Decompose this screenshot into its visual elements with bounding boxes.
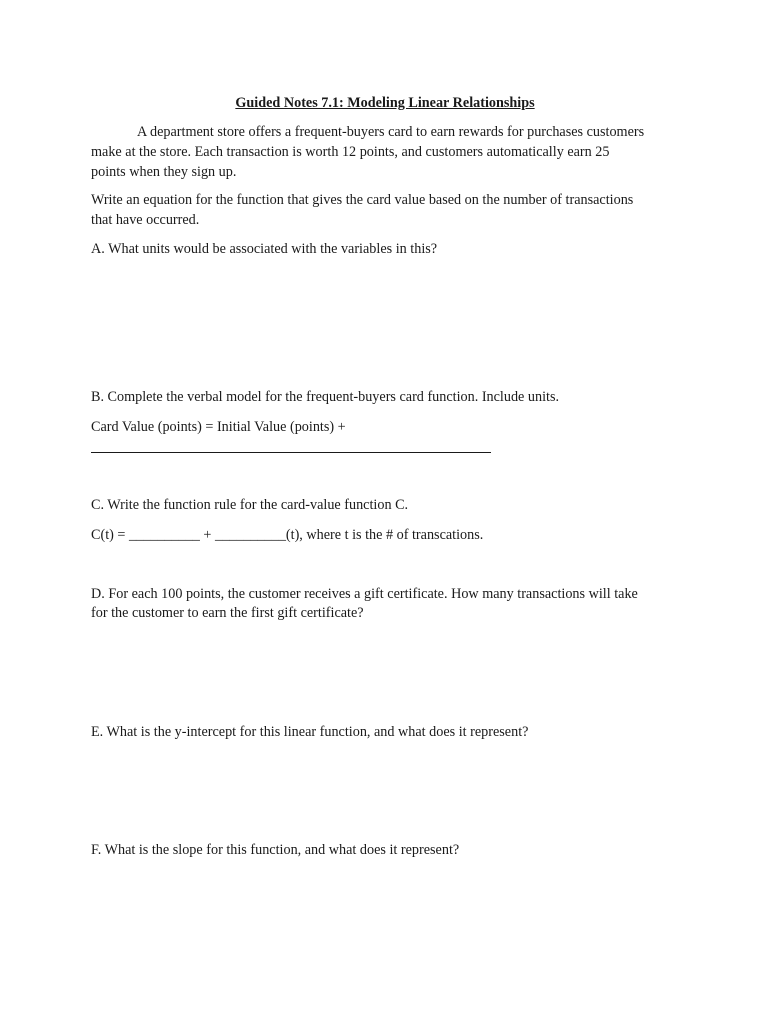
page-title: Guided Notes 7.1: Modeling Linear Relationships (235, 95, 535, 111)
function-rule: C(t) = __________ + __________(t), where t is the # of transcations. (91, 527, 484, 543)
answer-blank-line (91, 452, 491, 453)
question-d-line-2: for the customer to earn the first gift certificate? (91, 605, 364, 621)
question-d-line-1: D. For each 100 points, the customer receives a gift certificate. How many transactions will take (91, 586, 638, 602)
prompt-line-1: Write an equation for the function that gives the card value based on the number of transactions (91, 192, 634, 208)
intro-line-3: points when they sign up. (91, 164, 237, 180)
question-b: B. Complete the verbal model for the frequent-buyers card function. Include units. (91, 389, 560, 405)
prompt-line-2: that have occurred. (91, 212, 200, 228)
question-a: A. What units would be associated with the variables in this? (91, 241, 438, 257)
intro-line-1: A department store offers a frequent-buyers card to earn rewards for purchases customers (137, 124, 645, 140)
question-c: C. Write the function rule for the card-value function C. (91, 497, 409, 513)
question-f: F. What is the slope for this function, and what does it represent? (91, 842, 460, 858)
verbal-model: Card Value (points) = Initial Value (points) + (91, 419, 346, 435)
intro-line-2: make at the store. Each transaction is worth 12 points, and customers automatically earn 25 (91, 144, 610, 160)
question-e: E. What is the y-intercept for this linear function, and what does it represent? (91, 724, 529, 740)
